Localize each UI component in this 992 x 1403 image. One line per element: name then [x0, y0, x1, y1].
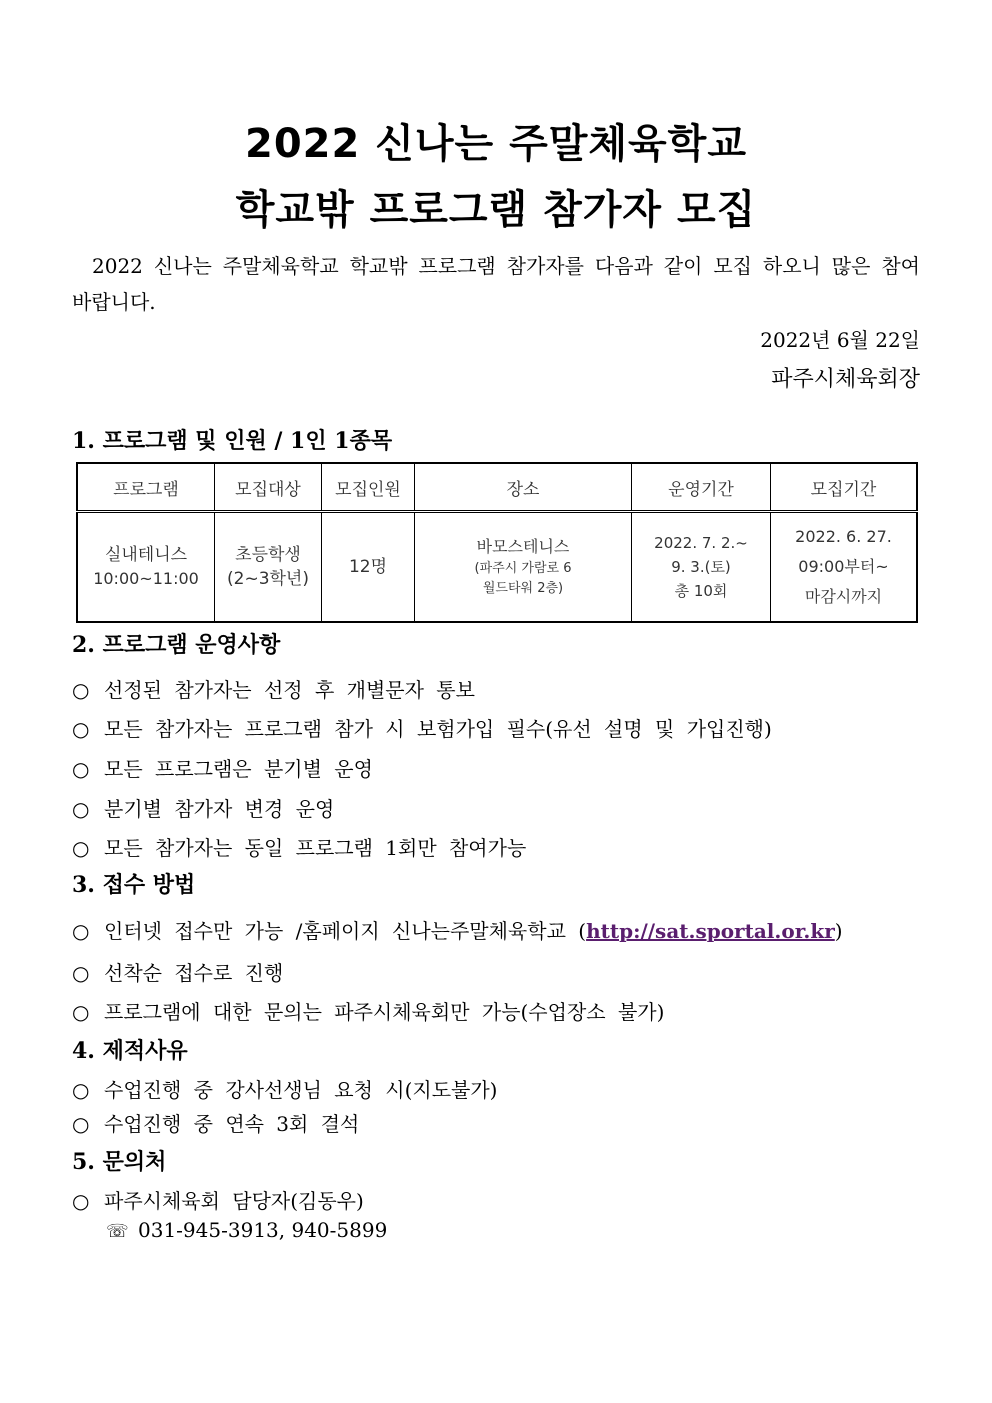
list-item-text: 선정된 참가자는 선정 후 개별문자 통보 [104, 678, 475, 702]
table-header-row [77, 463, 917, 512]
section-4-heading: 4. 제적사유 [72, 1038, 188, 1064]
list-item [72, 957, 283, 986]
list-item-text: 수업진행 중 연속 3회 결석 [104, 1112, 360, 1136]
contact-phone [106, 1218, 387, 1242]
list-item [72, 1108, 359, 1137]
bullet-circle-icon: ○ [72, 1189, 90, 1213]
program-table [76, 462, 918, 623]
cell-program [77, 512, 215, 623]
list-item-text-end: ) [834, 919, 843, 943]
column-header-count: 모집인원 [322, 463, 415, 512]
section-2-heading: 2. 프로그램 운영사항 [72, 632, 281, 658]
period-end: 9. 3.(토) [671, 558, 731, 576]
column-header-target: 모집대상 [215, 463, 322, 512]
bullet-circle-icon: ○ [72, 1078, 90, 1102]
column-header-recruit-period: 모집기간 [771, 463, 918, 512]
cell-period [632, 512, 771, 623]
recruit-end: 마감시까지 [804, 587, 883, 606]
title-line-2: 학교밖 프로그램 참가자 모집 [235, 187, 757, 233]
program-time: 10:00~11:00 [93, 569, 199, 588]
recruit-start-time: 09:00부터~ [798, 557, 889, 576]
list-item-text: 모든 참가자는 동일 프로그램 1회만 참여가능 [104, 836, 527, 860]
list-item [72, 753, 373, 782]
list-item [72, 832, 526, 861]
bullet-circle-icon: ○ [72, 717, 90, 741]
period-total: 총 10회 [674, 582, 728, 600]
list-item-text: 모든 프로그램은 분기별 운영 [104, 757, 373, 781]
bullet-circle-icon: ○ [72, 757, 90, 781]
section-5-heading: 5. 문의처 [72, 1149, 167, 1175]
table-row [77, 512, 917, 623]
section-3-heading: 3. 접수 방법 [72, 872, 196, 898]
recruit-start-date: 2022. 6. 27. [795, 527, 892, 546]
intro-paragraph: 2022 신나는 주말체육학교 학교밖 프로그램 참가자를 다음과 같이 모집 하오니 많은 참여 바랍니다. [72, 254, 920, 314]
target-grade: (2~3학년) [227, 569, 309, 589]
place-address: (파주시 가람로 6 [474, 561, 572, 576]
bullet-circle-icon: ○ [72, 836, 90, 860]
program-name: 실내테니스 [104, 545, 188, 565]
phone-number: 031-945-3913, 940-5899 [138, 1218, 388, 1242]
column-header-period: 운영기간 [632, 463, 771, 512]
place-name: 바모스테니스 [476, 537, 570, 556]
list-item [72, 1185, 364, 1214]
list-item [72, 713, 772, 742]
bullet-circle-icon: ○ [72, 678, 90, 702]
document-date: 2022년 6월 22일 [760, 328, 920, 352]
title-line-1: 2022 신나는 주말체육학교 [245, 121, 747, 167]
cell-target [215, 512, 322, 623]
list-item-text: 분기별 참가자 변경 운영 [104, 797, 335, 821]
phone-icon: ☏ [106, 1221, 129, 1242]
column-header-place: 장소 [415, 463, 632, 512]
list-item-text: 선착순 접수로 진행 [104, 961, 284, 985]
cell-recruit-period [771, 512, 918, 623]
bullet-circle-icon: ○ [72, 919, 90, 943]
list-item [72, 1074, 497, 1103]
recruit-count: 12명 [348, 557, 388, 577]
bullet-circle-icon: ○ [72, 797, 90, 821]
period-start: 2022. 7. 2.~ [654, 534, 748, 552]
cell-place [415, 512, 632, 623]
target-group: 초등학생 [235, 545, 301, 565]
list-item [72, 793, 334, 822]
bullet-circle-icon: ○ [72, 1112, 90, 1136]
homepage-link[interactable]: http://sat.sportal.or.kr [586, 919, 835, 943]
list-item-text: 프로그램에 대한 문의는 파주시체육회만 가능(수업장소 불가) [104, 1000, 665, 1024]
list-item-text: 모든 참가자는 프로그램 참가 시 보험가입 필수(유선 설명 및 가입진행) [104, 717, 772, 741]
list-item-text: 파주시체육회 담당자(김동우) [104, 1189, 364, 1213]
list-item [72, 996, 664, 1025]
place-building: 월드타워 2층) [482, 581, 564, 596]
bullet-circle-icon: ○ [72, 1000, 90, 1024]
list-item [72, 674, 475, 703]
organization-signature: 파주시체육회장 [771, 367, 920, 392]
list-item [72, 915, 843, 944]
cell-count [322, 512, 415, 623]
section-1-heading: 1. 프로그램 및 인원 / 1인 1종목 [72, 428, 393, 454]
list-item-text: 인터넷 접수만 가능 /홈페이지 신나는주말체육학교 ( [104, 919, 587, 943]
list-item-text: 수업진행 중 강사선생님 요청 시(지도불가) [104, 1078, 498, 1102]
column-header-program: 프로그램 [77, 463, 215, 512]
bullet-circle-icon: ○ [72, 961, 90, 985]
